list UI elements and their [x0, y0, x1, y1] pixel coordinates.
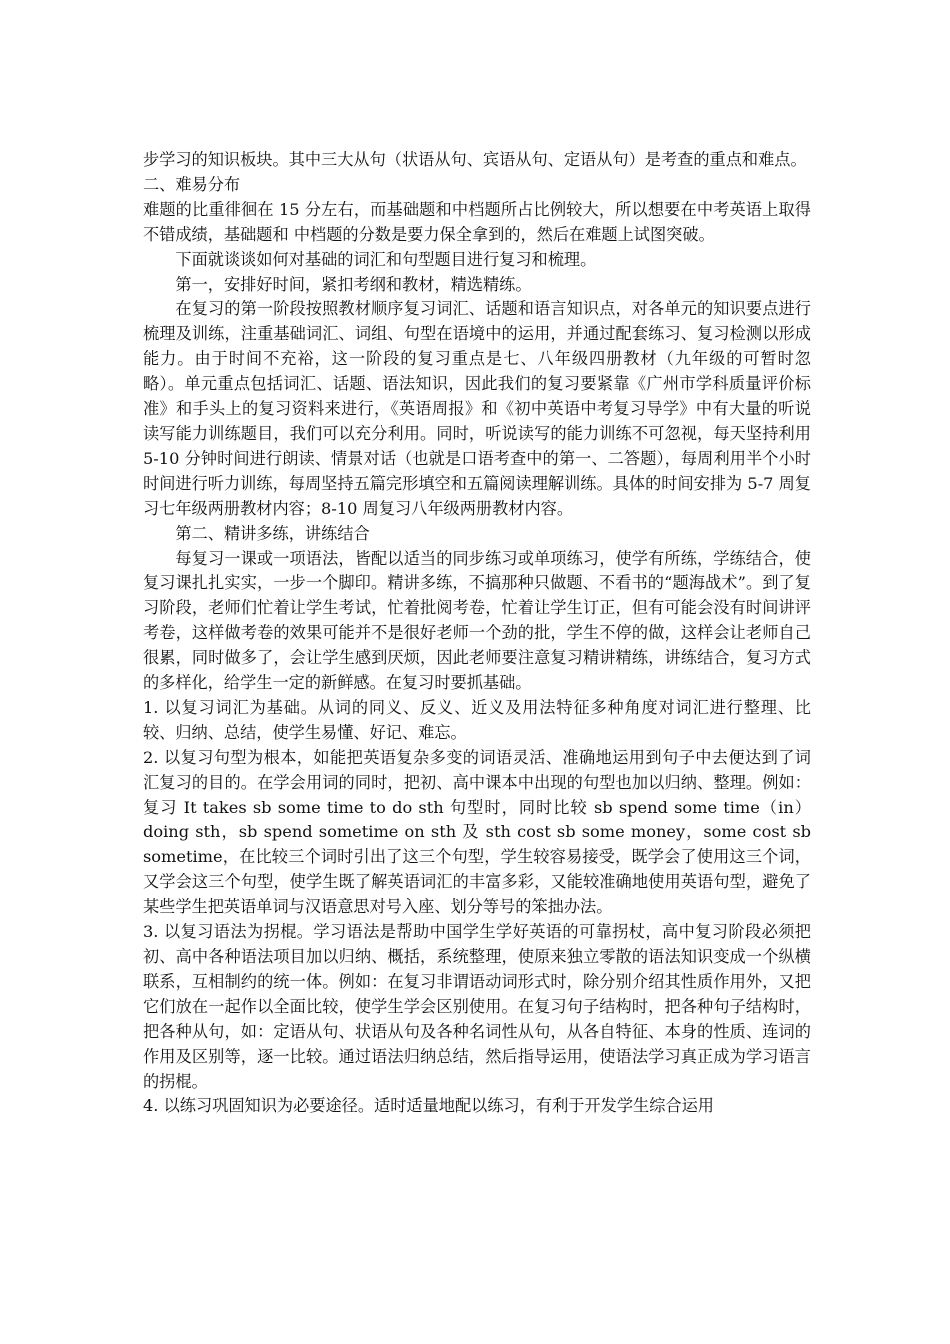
subheading-first: 第一，安排好时间，紧扣考纲和教材，精选精练。: [175, 274, 532, 294]
list-item-vocabulary: 1. 以复习词汇为基础。从词的同义、反义、近义及用法特征多种角度对词汇进行整理、比较、归纳、总结，使学生易懂、好记、难忘。: [143, 697, 811, 742]
subheading-second: 第二、精讲多练，讲练结合: [175, 523, 370, 543]
document-body: [143, 148, 811, 1119]
list-item-exercises: 4. 以练习巩固知识为必要途径。适时适量地配以练习，有利于开发学生综合运用: [143, 1096, 714, 1116]
paragraph-difficulty: 难题的比重徘徊在 15 分左右，而基础题和中档题所占比例较大，所以想要在中考英语上取得不错成绩，基础题和 中档题的分数是要力保全拿到的，然后在难题上试图突破。: [143, 199, 811, 244]
list-item-grammar: 3. 以复习语法为拐棍。学习语法是帮助中国学生学好英语的可靠拐杖，高中复习阶段必须把初、高中各种语法项目加以归纳、概括，系统整理，使原来独立零散的语法知识变成一个纵横联系，互相制约的统一体。例如：在复习非谓语动词形式时，除分别介绍其性质作用外，又把它们放在一起作以全面比较，使学生学会区别使用。在复习句子结构时，把各种句子结构时，把各种从句，如：定语从句、状语从句及各种名词性从句，从各自特征、本身的性质、连词的作用及区别等，逐一比较。通过语法归纳总结，然后指导运用，使语法学习真正成为学习语言的拐棍。: [143, 922, 811, 1091]
paragraph-first-stage: 在复习的第一阶段按照教材顺序复习词汇、话题和语言知识点，对各单元的知识要点进行梳理及训练，注重基础词汇、词组、句型在语境中的运用，并通过配套练习、复习检测以形成能力。由于时间不充裕，这一阶段的复习重点是七、八年级四册教材（九年级的可暂时忽略）。单元重点包括词汇、话题、语法知识，因此我们的复习要紧靠《广州市学科质量评价标准》和手头上的复习资料来进行，《英语周报》和《初中英语中考复习导学》中有大量的听说读写能力训练题目，我们可以充分利用。同时，听说读写的能力训练不可忽视，每天坚持利用 5-10 分钟时间进行朗读、情景对话（也就是口语考查中的第一、二答题），每周利用半个小时时间进行听力训练，每周坚持五篇完形填空和五篇阅读理解训练。具体的时间安排为 5-7 周复习七年级两册教材内容；8-10 周复习八年级两册教材内容。: [143, 299, 811, 518]
paragraph-intro-continuation: 步学习的知识板块。其中三大从句（状语从句、宾语从句、定语从句）是考查的重点和难点。: [143, 150, 807, 169]
section-heading-difficulty: 二、难易分布: [143, 174, 241, 194]
list-item-sentence-patterns: 2. 以复习句型为根本，如能把英语复杂多变的词语灵活、准确地运用到句子中去便达到了词汇复习的目的。在学会用词的同时，把初、高中课本中出现的句型也加以归纳、整理。例如：复习 It takes sb some time to do sth 句型时，同时比较 sb spend some time（in）doing sth，sb spend sometime on sth 及 sth cost sb some money，some cost sb sometime，在比较三个词时引出了这三个句型，学生较容易接受，既学会了使用这三个词，又学会这三个句型，使学生既了解英语词汇的丰富多彩，又能较准确地使用英语句型，避免了某些学生把英语单词与汉语意思对号入座、划分等号的笨拙办法。: [143, 747, 811, 917]
paragraph-transition: 下面就谈谈如何对基础的词汇和句型题目进行复习和梳理。: [175, 249, 597, 269]
paragraph-practice: 每复习一课或一项语法，皆配以适当的同步练习或单项练习，使学有所练，学练结合，使复习课扎扎实实，一步一个脚印。精讲多练，不搞那种只做题、不看书的“题海战术”。到了复习阶段，老师们忙着让学生考试，忙着批阅考卷，忙着让学生订正，但有可能会没有时间讲评考卷，这样做考卷的效果可能并不是很好老师一个劲的批，学生不停的做，这样会让老师自己很累，同时做多了，会让学生感到厌烦，因此老师要注意复习精讲精练，讲练结合，复习方式的多样化，给学生一定的新鲜感。在复习时要抓基础。: [143, 548, 811, 693]
